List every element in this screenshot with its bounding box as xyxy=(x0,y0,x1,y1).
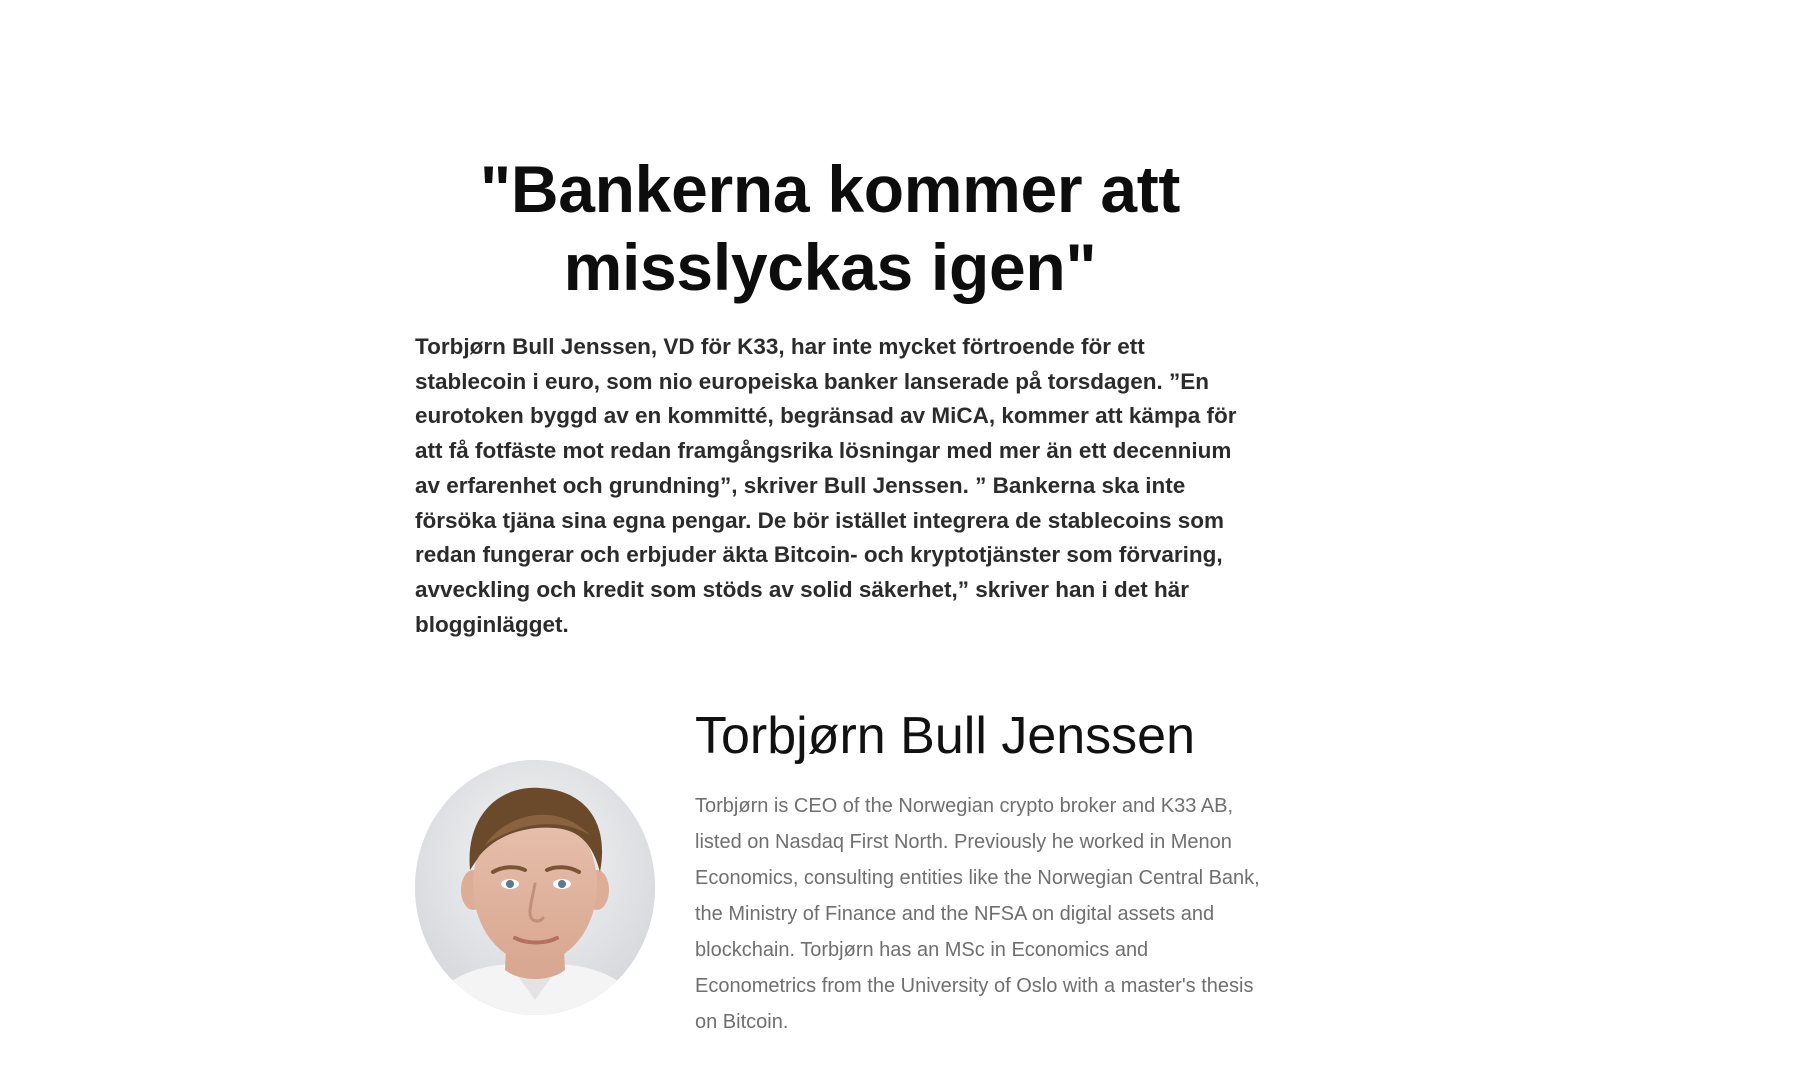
author-name: Torbjørn Bull Jenssen xyxy=(695,707,1195,765)
author-photo xyxy=(415,760,655,1015)
author-card xyxy=(415,700,1260,1040)
author-portrait-icon xyxy=(415,760,655,1015)
article-headline: "Bankerna kommer att misslyckas igen" xyxy=(479,152,1181,304)
article-lede: Torbjørn Bull Jenssen, VD för K33, har inte mycket förtroende för ett stablecoin i euro, som nio europeiska banker lanserade på torsdagen. ”En eurotoken byggd av en kommitté, begränsad av MiCA, kommer att kämpa för att få fotfäste mot redan framgångsrika lösningar med mer än ett decennium av erfarenhet och grundning”, skriver Bull Jenssen. ” Bankerna ska inte försöka tjäna sina egna pengar. De bör istället integrera de stablecoins som redan fungerar och erbjuder äkta Bitcoin- och kryptotjänster som förvaring, avveckling och kredit som stöds av solid säkerhet,” skriver han i det här blogginlägget. xyxy=(415,334,1237,637)
article-section xyxy=(415,150,1245,642)
author-bio: Torbjørn is CEO of the Norwegian crypto broker and K33 AB, listed on Nasdaq First North. Previously he worked in Menon Economics, consulting entities like the Norwegian Central Bank, the Ministry of Finance and the NFSA on digital assets and blockchain. Torbjørn has an MSc in Economics and Econometrics from the University of Oslo with a master's thesis on Bitcoin. xyxy=(695,795,1260,1033)
